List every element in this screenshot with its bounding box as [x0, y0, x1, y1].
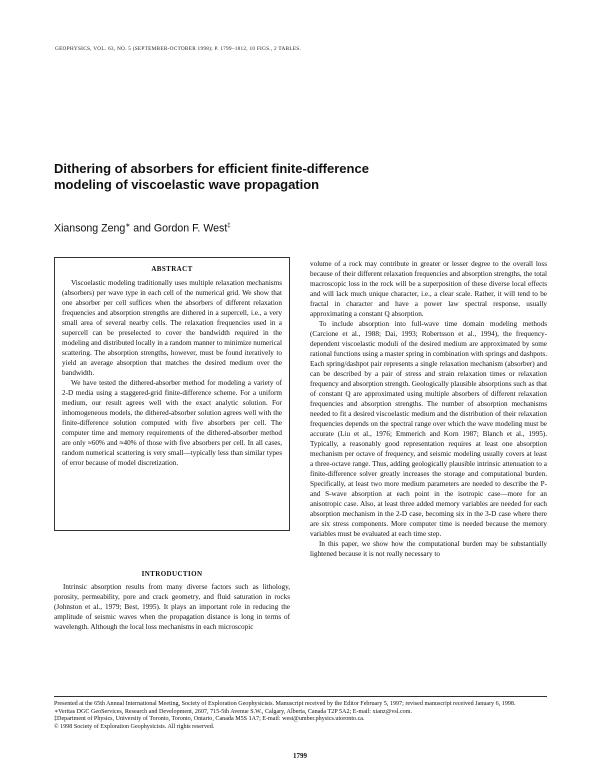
journal-header: GEOPHYSICS, VOL. 63, NO. 5 (SEPTEMBER-OCTOBER 1998); P. 1799–1812, 10 FIGS., 2 TABLES. [55, 46, 302, 52]
abstract-body [62, 278, 282, 468]
title-line-2: modeling of viscoelastic wave propagation [54, 177, 320, 192]
footnote-author-2: ‡Department of Physics, University of Toronto, Toronto, Ontario, Canada M5S 1A7; E-mail: west@umber.physics.utoronto.ca. [54, 716, 365, 723]
introduction-heading: INTRODUCTION [141, 570, 203, 578]
author-name: Gordon F. West [153, 222, 228, 235]
body-paragraph: In this paper, we show how the computational burden may be substantially lightened because it is not really necessary to [310, 540, 547, 558]
copyright-notice: © 1998 Society of Exploration Geophysicists. All rights reserved. [54, 723, 215, 730]
author-footnote-mark: ∗ [125, 223, 131, 229]
footnote-presented: Presented at the 65th Annual International Meeting, Society of Exploration Geophysicists. Manuscript received by the Editor February 5, 1997; revised manuscript received January 6, 1998. [54, 701, 516, 707]
title-line-1: Dithering of absorbers for efficient finite-difference [54, 161, 369, 176]
paper-title [54, 161, 474, 193]
author-footnote-mark: ‡ [227, 223, 231, 229]
body-paragraph: volume of a rock may contribute in greater or lesser degree to the overall loss because of their different relaxation frequencies and absorption strengths, the total macroscopic loss in the rock will be a superposition of these diverse local effects and will lack much unique character, i.e., a clear scale. Rather, it will tend to be fractal in character and have a power law spectral response, usually approximating a constant Q absorption. [310, 260, 547, 318]
abstract-paragraph: Viscoelastic modeling traditionally uses multiple relaxation mechanisms (absorbers) per wave type in each cell of the numerical grid. We show that one absorber per cell suffices when the absorbers of different relaxation frequencies and absorption strengths are dithered in a supercell, i.e., a very small area of several nearby cells. The relaxation frequencies used in a supercell can be preselected to cover the bandwidth required in the modeling and distributed locally in a random manner to minimize numerical scattering. The absorption strengths, however, must be found iteratively to yield an average absorption that matches the desired medium over the bandwidth. [62, 279, 282, 377]
footnotes [54, 701, 554, 731]
body-paragraph: To include absorption into full-wave time domain modeling methods (Carcione et al., 1988; Dai, 1993; Robertsson et al., 1994), the frequency-dependent viscoelastic moduli of the desired medium are approximated by some rational functions using a master spring in combination with springs and dashpots. Each spring/dashpot pair represents a single relaxation mechanism (absorber) and can be described by a pair of stress and strain relaxation times or relaxation frequency and absorption strength. Geologically plausible absorptions such as that of constant Q are approximated using multiple absorbers of different relaxation frequencies and absorption strengths. The number of absorption mechanisms needed to fit a desired viscoelastic medium and the distribution of their relaxation frequencies depends on the spectral range over which the wave modeling must be accurate (Liu et al., 1976; Emmerich and Korn 1987; Blanch et al., 1995). Typically, a reasonably good representation requires at least one absorption mechanism per octave of frequency, and seismic modeling usually covers at least a three-octave range. Thus, adding geologically plausible intrinsic attenuation to a finite-difference solver greatly increases the storage and computational burden. Specifically, at least two more medium parameters are needed to describe the P- and S-wave absorption at each point in the isotropic case—more for an anisotropic case. Also, at least three added memory variables are needed for each absorption mechanism in the 2-D case, becoming six in the 3-D case where there are six stress components. More computer time is needed because the memory variables must be evaluated at each time step. [310, 320, 547, 538]
right-column [310, 259, 547, 559]
footnote-author-1: ∗Veritas DGC GeoServices, Research and Development, 2607, 715-5th Avenue S.W., Calgary, Alberta, Canada T2P 5A2; E-mail: xianz@vsl.com. [54, 708, 412, 715]
abstract-heading: ABSTRACT [151, 265, 193, 273]
left-column [54, 582, 290, 632]
author-conjunction: and [130, 222, 154, 235]
author-line [54, 222, 231, 235]
page-number: 1799 [293, 752, 307, 760]
abstract-paragraph: We have tested the dithered-absorber method for modeling a variety of 2-D media using a staggered-grid finite-difference scheme. For a uniform medium, our result agrees well with the exact analytic solution. For inhomogeneous models, the dithered-absorber solution agrees well with the finite-difference solution computed with five absorbers per cell. The computer time and memory requirements of the dithered-absorber method are only ≈60% and ≈40% of those with five absorbers per cell. In all cases, random numerical scattering is very small—typically less than similar types of error because of model discretization. [62, 379, 282, 467]
author-name: Xiansong Zeng [54, 222, 126, 235]
footnote-rule [54, 696, 547, 697]
body-paragraph: Intrinsic absorption results from many diverse factors such as lithology, porosity, permeability, pore and crack geometry, and fluid saturation in rocks (Johnston et al., 1979; Best, 1995). It plays an important role in reducing the amplitude of seismic waves when the propagation distance is long in terms of wavelength. Although the local loss mechanisms in each microscopic [54, 583, 290, 631]
